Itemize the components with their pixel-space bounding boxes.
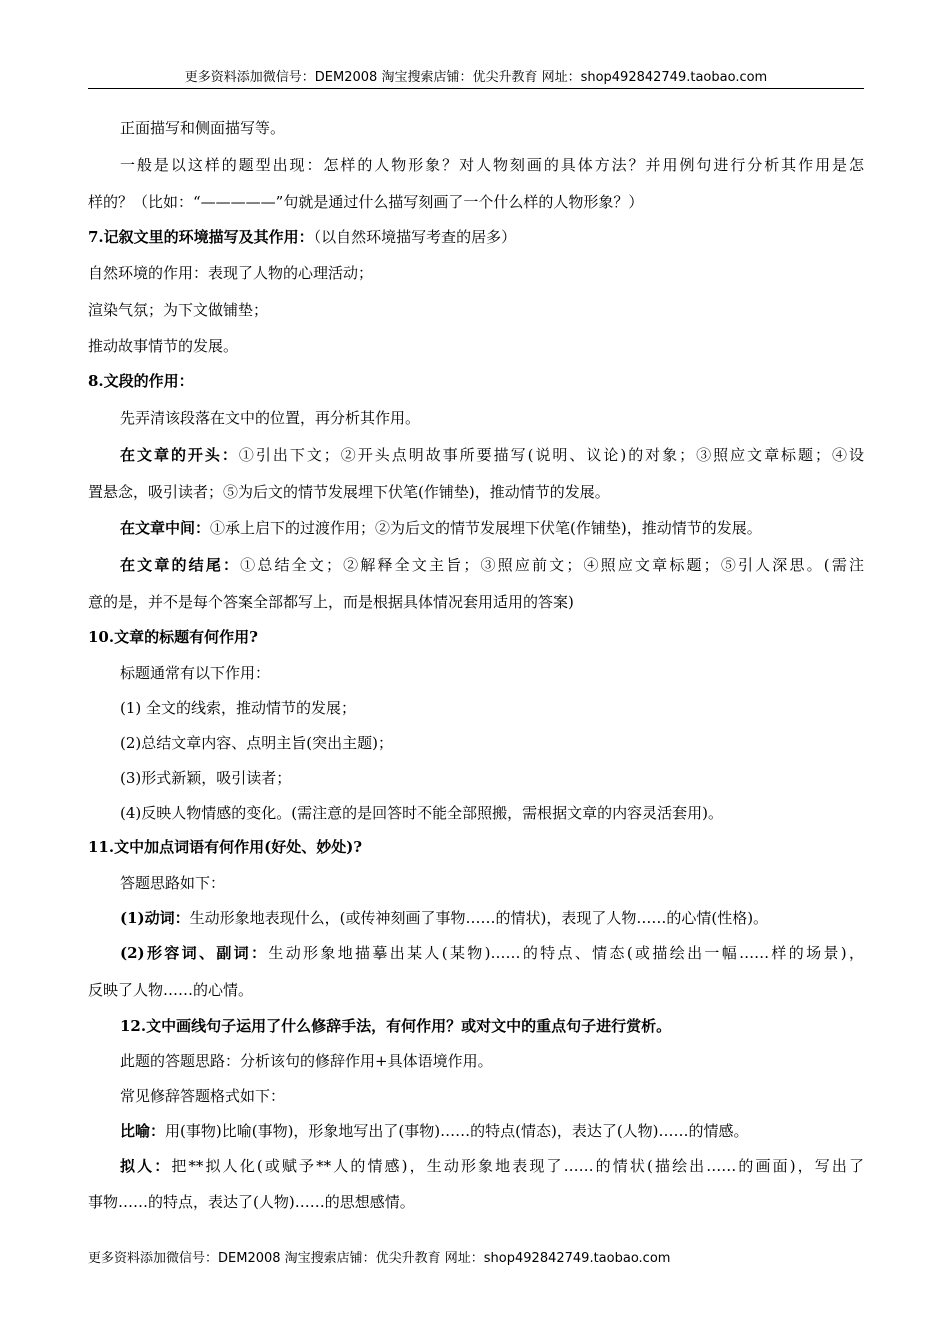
paragraph [120, 942, 864, 963]
list-item: (4)反映人物情感的变化。(需注意的是回答时不能全部照搬，需根据文章的内容灵活套用)。 [120, 804, 723, 822]
paragraph: 标题通常有以下作用： [120, 664, 271, 682]
paragraph: 事物……的特点，表达了(人物)……的思想感情。 [88, 1193, 415, 1211]
paragraph: 意的是，并不是每个答案全部都写上，而是根据具体情况套用适用的答案) [88, 593, 574, 611]
text-personification: 把**拟人化(或赋予**人的情感)，生动形象地表现了……的情状(描绘出……的画面)，写出了 [171, 1157, 864, 1175]
text-verb: 生动形象地表现什么，(或传神刻画了事物……的情状)，表现了人物……的心情(性格)。 [189, 909, 769, 927]
text-opening: ①引出下文；②开头点明故事所要描写(说明、议论)的对象；③照应文章标题；④设 [238, 446, 864, 464]
paragraph [120, 1155, 864, 1176]
page-header: 更多资料添加微信号：DEM2008 淘宝搜索店铺：优尖升教育 网址：shop492842749.taobao.com [184, 70, 768, 85]
section-11-title: 11.文中加点词语有何作用(好处、妙处)? [88, 838, 363, 856]
label-adjective: (2)形容词、副词： [120, 944, 269, 962]
paragraph: 先弄清该段落在文中的位置，再分析其作用。 [120, 409, 421, 427]
list-item: (1) 全文的线索，推动情节的发展； [120, 699, 357, 717]
text-adjective: 生动形象地描摹出某人(某物)……的特点、情态(或描绘出一幅……样的场景)， [268, 944, 864, 962]
paragraph [120, 1120, 749, 1141]
section-12-title: 12.文中画线句子运用了什么修辞手法，有何作用？或对文中的重点句子进行赏析。 [120, 1017, 672, 1035]
paragraph: 一般是以这样的题型出现：怎样的人物形象？对人物刻画的具体方法？并用例句进行分析其作用是怎 [120, 156, 864, 174]
paragraph: 常见修辞答题格式如下： [120, 1087, 286, 1105]
paragraph: 此题的答题思路：分析该句的修辞作用+具体语境作用。 [120, 1052, 493, 1070]
label-ending: 在文章的结尾： [120, 556, 241, 574]
section-7-title: 7.记叙文里的环境描写及其作用： [88, 228, 314, 246]
list-item: (2)总结文章内容、点明主旨(突出主题)； [120, 734, 393, 752]
paragraph: 反映了人物……的心情。 [88, 981, 254, 999]
label-metaphor: 比喻： [120, 1122, 166, 1140]
label-personification: 拟人： [120, 1157, 172, 1175]
text-metaphor: 用(事物)比喻(事物)，形象地写出了(事物)……的特点(情态)，表达了(人物)……的情感。 [165, 1122, 749, 1140]
paragraph: 样的？（比如：“—————”句就是通过什么描写刻画了一个什么样的人物形象？） [88, 193, 644, 211]
label-middle: 在文章中间： [120, 519, 211, 537]
text-ending: ①总结全文；②解释全文主旨；③照应前文；④照应文章标题；⑤引人深思。(需注 [240, 556, 864, 574]
text-middle: ①承上启下的过渡作用；②为后文的情节发展埋下伏笔(作铺垫)，推动情节的发展。 [210, 519, 762, 537]
header-divider [88, 88, 864, 89]
list-item: (3)形式新颖，吸引读者； [120, 769, 292, 787]
section-7-note: （以自然环境描写考查的居多） [313, 228, 517, 246]
label-opening: 在文章的开头： [120, 446, 239, 464]
section-10-title: 10.文章的标题有何作用? [88, 628, 258, 646]
section-8-title: 8.文段的作用： [88, 372, 194, 390]
label-verb: (1)动词： [120, 909, 190, 927]
paragraph [120, 554, 864, 575]
paragraph [120, 517, 762, 538]
paragraph: 答题思路如下： [120, 874, 226, 892]
paragraph: 置悬念，吸引读者；⑤为后文的情节发展埋下伏笔(作铺垫)，推动情节的发展。 [88, 483, 610, 501]
paragraph: 正面描写和侧面描写等。 [120, 119, 286, 137]
paragraph [120, 444, 864, 465]
paragraph: 渲染气氛；为下文做铺垫； [88, 301, 269, 319]
paragraph [120, 907, 768, 928]
paragraph: 推动故事情节的发展。 [88, 337, 239, 355]
page-footer: 更多资料添加微信号：DEM2008 淘宝搜索店铺：优尖升教育 网址：shop492842749.taobao.com [88, 1251, 671, 1266]
paragraph: 自然环境的作用：表现了人物的心理活动； [88, 264, 374, 282]
section-7 [88, 226, 516, 247]
